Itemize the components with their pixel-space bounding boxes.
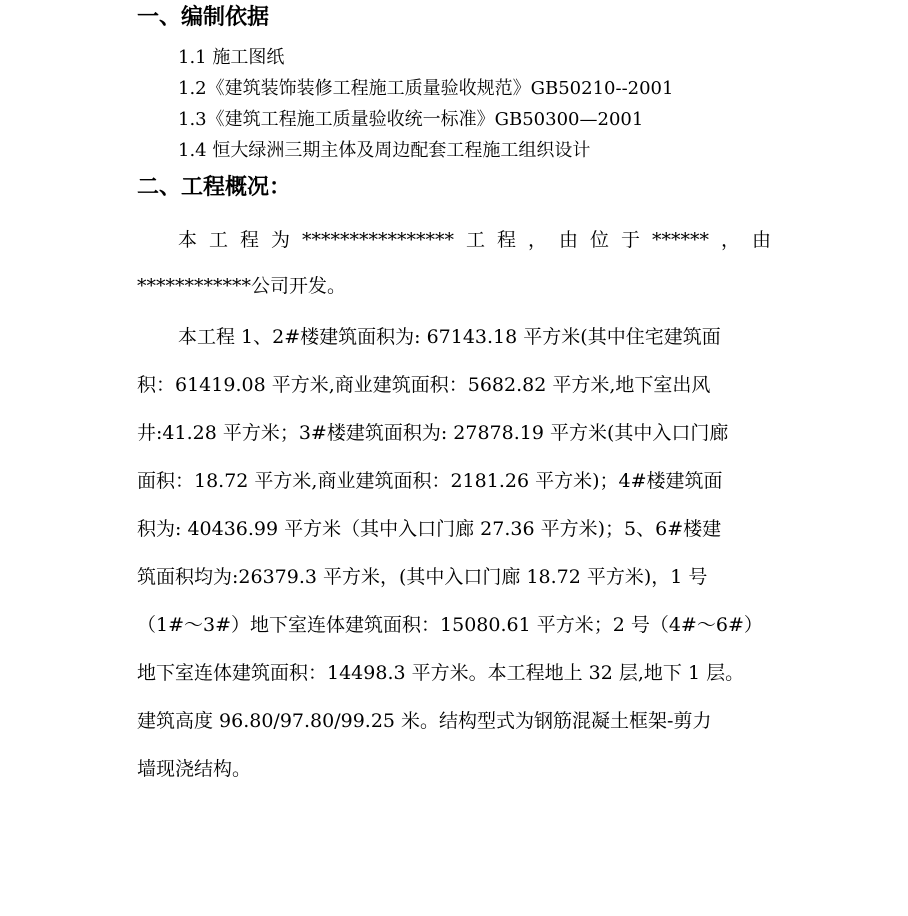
word: 工 [209, 229, 229, 251]
word: 程 [240, 229, 260, 251]
word: 由 [751, 229, 771, 251]
word: 由 [558, 229, 578, 251]
paragraph-2-line: 面积：18.72 平方米,商业建筑面积：2181.26 平方米)；4#楼建筑面 [137, 470, 723, 492]
reference-item: 1.4 恒大绿洲三期主体及周边配套工程施工组织设计 [178, 140, 591, 161]
word: 本 [178, 229, 198, 251]
reference-item: 1.3《建筑工程施工质量验收统一标准》GB50300—2001 [178, 109, 644, 130]
paragraph-2-line: 墙现浇结构。 [137, 758, 252, 780]
word: 位 [589, 229, 609, 251]
word: ， [720, 229, 740, 251]
paragraph-2-line: 积为: 40436.99 平方米（其中入口门廊 27.36 平方米)；5、6#楼建 [137, 518, 722, 540]
word: 为 [271, 229, 291, 251]
paragraph-2-line: 积：61419.08 平方米,商业建筑面积：5682.82 平方米,地下室出风 [137, 374, 711, 396]
word: ， [527, 229, 547, 251]
word: 工 [465, 229, 485, 251]
word: ****** [651, 229, 709, 251]
paragraph-2-line: 建筑高度 96.80/97.80/99.25 米。结构型式为钢筋混凝土框架-剪力 [137, 710, 712, 732]
paragraph-2-line: 筑面积均为:26379.3 平方米，(其中入口门廊 18.72 平方米)，1 号 [137, 566, 708, 588]
word: 程 [496, 229, 516, 251]
paragraph-2-line: 本工程 1、2#楼建筑面积为: 67143.18 平方米(其中住宅建筑面 [178, 326, 721, 348]
word: **************** [302, 229, 454, 251]
reference-item: 1.1 施工图纸 [178, 47, 285, 68]
paragraph-2-line: 井:41.28 平方米；3#楼建筑面积为: 27878.19 平方米(其中入口门廊 [137, 422, 729, 444]
paragraph-2-line: （1#～3#）地下室连体建筑面积：15080.61 平方米；2 号（4#～6#） [137, 614, 763, 636]
paragraph-2-line: 地下室连体建筑面积：14498.3 平方米。本工程地上 32 层,地下 1 层。 [137, 662, 745, 684]
word: 于 [620, 229, 640, 251]
paragraph-1-line-1 [178, 226, 771, 254]
paragraph-1-line-2: ************公司开发。 [137, 275, 347, 297]
section-heading-basis: 一、编制依据 [137, 5, 270, 30]
reference-item: 1.2《建筑装饰装修工程施工质量验收规范》GB50210--2001 [178, 78, 674, 99]
section-heading-overview: 二、工程概况： [137, 175, 292, 200]
